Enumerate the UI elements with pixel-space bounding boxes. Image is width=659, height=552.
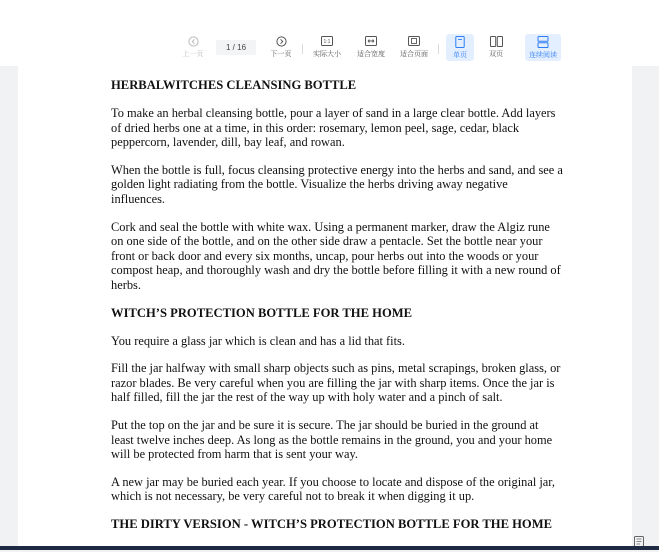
taskbar <box>0 546 659 550</box>
fit-width-button[interactable] <box>355 35 387 63</box>
chevron-right-circle-icon <box>275 35 288 47</box>
page-current-value: 1 <box>225 43 231 52</box>
prev-page-label: 上一页 <box>182 51 204 58</box>
continuous-reading-label: 连续阅读 <box>529 52 557 59</box>
paragraph: When the bottle is full, focus cleansing protective energy into the herbs and sand, and see a golden light radiating from the bottle. Visualize the herbs driving away negative influences. <box>111 162 563 206</box>
fit-page-icon <box>408 35 421 47</box>
toolbar-divider <box>302 44 303 54</box>
double-page-label: 双页 <box>489 51 503 58</box>
actual-size-icon <box>321 35 334 47</box>
paragraph: A new jar may be buried each year. If you choose to locate and dispose of the original jar, which is not necessary, be very careful not to break it when digging it up. <box>111 474 556 504</box>
paragraph: Put the top on the jar and be sure it is secure. The jar should be buried in the ground at least twelve inches deep. As long as the bottle remains in the ground, you and your home will be protected from harm that is sent your way. <box>111 417 553 462</box>
paragraph: Cork and seal the bottle with white wax. Using a permanent marker, draw the Algiz rune on one side of the bottle, and on the other side draw a pentacle. Set the bottle near your front or back door and every six months, uncap, pour herbs out into the woods or your compost heap, and thoroughly wash and dry the bottle before filling it with a new round of herbs. <box>111 219 561 292</box>
prev-page-button[interactable] <box>180 35 206 63</box>
page-total-value: / 16 <box>232 43 247 52</box>
single-page-icon <box>454 36 467 48</box>
section-heading: HERBALWITCHES CLEANSING BOTTLE <box>111 78 357 92</box>
fit-page-button[interactable] <box>398 35 430 63</box>
document-page <box>18 66 632 546</box>
page-content <box>111 78 563 545</box>
fit-width-label: 适合宽度 <box>357 51 385 58</box>
paragraph: You require a glass jar which is clean and has a lid that fits. <box>111 333 405 348</box>
next-page-label: 下一页 <box>270 51 292 58</box>
toolbar-divider <box>438 44 439 54</box>
actual-size-label: 实际大小 <box>313 51 341 58</box>
fit-width-icon <box>365 35 378 47</box>
page-indicator[interactable] <box>216 40 256 55</box>
page-view-icon[interactable] <box>634 534 644 545</box>
single-page-button[interactable] <box>446 34 474 61</box>
actual-size-button[interactable] <box>311 35 343 63</box>
continuous-reading-icon <box>537 36 550 48</box>
fit-page-label: 适合页面 <box>400 51 428 58</box>
next-page-button[interactable] <box>268 35 294 63</box>
section-heading: THE DIRTY VERSION - WITCH’S PROTECTION BOTTLE FOR THE HOME <box>111 516 553 531</box>
reader-toolbar <box>0 0 659 66</box>
section-heading: WITCH’S PROTECTION BOTTLE FOR THE HOME <box>111 305 413 320</box>
chevron-left-circle-icon <box>187 35 200 47</box>
double-page-icon <box>490 35 503 47</box>
double-page-button[interactable] <box>483 35 509 63</box>
continuous-reading-button[interactable] <box>525 34 561 61</box>
paragraph: To make an herbal cleansing bottle, pour a layer of sand in a large clear bottle. Add layers of dried herbs one at a time, in this order: rosemary, lemon peel, sage, cedar, black peppercorn, lavender, dill, bay leaf, and rowan. <box>111 106 556 150</box>
svg-text:1:1: 1:1 <box>323 39 331 46</box>
paragraph: Fill the jar halfway with small sharp objects such as pins, metal scrapings, broken glass, or razor blades. Be very careful when you are filling the jar with sharp items. Once the jar is half filled, fill the jar the rest of the way up with holy water and a pinch of salt. <box>111 361 561 405</box>
single-page-label: 单页 <box>453 52 467 59</box>
